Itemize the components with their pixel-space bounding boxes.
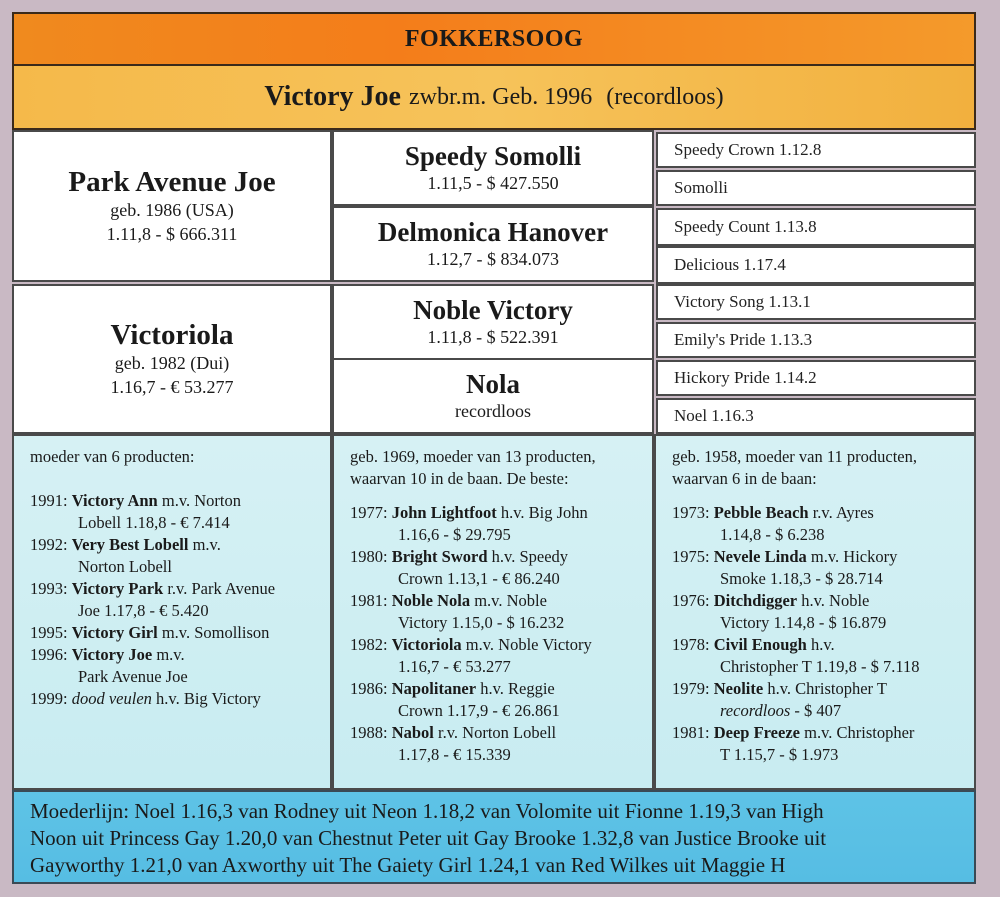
entry-year: 1976: <box>672 591 710 610</box>
entry-detail: 1.14,8 - $ 6.238 <box>720 525 825 544</box>
entry-detail: Norton Lobell <box>78 557 172 576</box>
entry-year: 1980: <box>350 547 388 566</box>
progeny-entry <box>672 634 962 678</box>
moederlijn-panel <box>12 790 976 884</box>
entry-horse-name: Nabol <box>391 723 434 742</box>
progeny-list <box>350 502 640 766</box>
dam-name: Victoriola <box>110 318 234 351</box>
progeny-entry <box>30 578 318 622</box>
sire-birth: geb. 1986 (USA) <box>110 200 234 221</box>
entry-line <box>350 722 640 744</box>
entry-line <box>30 644 318 666</box>
entry-year: 1982: <box>350 635 388 654</box>
entry-line <box>672 502 962 524</box>
entry-horse-name: Victory Joe <box>71 645 153 664</box>
entry-horse-name: John Lightfoot <box>391 503 497 522</box>
entry-year: 1977: <box>350 503 388 522</box>
sire-name: Park Avenue Joe <box>68 165 276 198</box>
entry-year: 1981: <box>672 723 710 742</box>
gen3-cell: Hickory Pride 1.14.2 <box>656 360 976 396</box>
entry-detail: Park Avenue Joe <box>78 667 188 686</box>
entry-line <box>30 622 318 644</box>
entry-line <box>30 578 318 600</box>
progeny-entry <box>672 590 962 634</box>
progeny-entry <box>30 688 318 710</box>
entry-detail: T 1.15,7 - $ 1.973 <box>720 745 839 764</box>
gen3-cell: Victory Song 1.13.1 <box>656 284 976 320</box>
entry-year: 1996: <box>30 645 68 664</box>
entry-detail: Lobell 1.18,8 - € 7.414 <box>78 513 230 532</box>
entry-year: 1995: <box>30 623 68 642</box>
gen2-name: Nola <box>466 368 520 399</box>
entry-detail: h.v. Reggie <box>476 679 555 698</box>
entry-year: 1999: <box>30 689 68 708</box>
entry-horse-name: Deep Freeze <box>713 723 800 742</box>
moederlijn-line: Noon uit Princess Gay 1.20,0 van Chestnut Peter uit Gay Brooke 1.32,8 van Justice Brooke uit <box>30 826 827 850</box>
entry-detail: r.v. Norton Lobell <box>433 723 557 742</box>
entry-line <box>350 678 640 700</box>
entry-detail: m.v. Somollison <box>157 623 270 642</box>
gen3-cell: Noel 1.16.3 <box>656 398 976 434</box>
entry-horse-name: Ditchdigger <box>713 591 798 610</box>
entry-year: 1978: <box>672 635 710 654</box>
progeny-entry <box>350 590 640 634</box>
entry-year: 1981: <box>350 591 388 610</box>
gen2-line: 1.12,7 - $ 834.073 <box>427 248 559 269</box>
entry-detail: m.v. <box>152 645 185 664</box>
entry-line <box>672 546 962 568</box>
entry-record-note: recordloos <box>720 701 791 720</box>
gen3-cell: Speedy Crown 1.12.8 <box>656 132 976 168</box>
entry-detail: m.v. Norton <box>157 491 241 510</box>
progeny-entry <box>350 678 640 722</box>
entry-year: 1993: <box>30 579 68 598</box>
progeny-entry <box>350 722 640 766</box>
entry-line <box>672 722 962 744</box>
progeny-entry <box>350 502 640 546</box>
moederlijn-line: Gayworthy 1.21,0 van Axworthy uit The Gaiety Girl 1.24,1 van Red Wilkes uit Maggie H <box>30 853 786 877</box>
gen2-cell <box>332 358 654 434</box>
great-granddam-progeny-panel <box>654 434 976 790</box>
entry-horse-name: Victory Park <box>71 579 164 598</box>
progeny-list <box>30 490 318 710</box>
entry-line <box>350 634 640 656</box>
entry-horse-name: Nevele Linda <box>713 547 807 566</box>
sire-cell <box>12 130 332 282</box>
entry-line <box>30 534 318 556</box>
entry-horse-name: Very Best Lobell <box>71 535 189 554</box>
entry-horse-name: Neolite <box>713 679 764 698</box>
gen3-cell: Delicious 1.17.4 <box>656 246 976 284</box>
gen2-line: 1.11,5 - $ 427.550 <box>427 172 559 193</box>
entry-line <box>672 634 962 656</box>
entry-year: 1991: <box>30 491 68 510</box>
granddam-progeny-panel <box>332 434 654 790</box>
entry-horse-name: Civil Enough <box>713 635 807 654</box>
gen3-cell: Emily's Pride 1.13.3 <box>656 322 976 358</box>
panel-intro: geb. 1969, moeder van 13 producten, <box>350 447 596 466</box>
progeny-entry <box>30 490 318 534</box>
progeny-entry <box>672 722 962 766</box>
progeny-entry <box>672 678 962 722</box>
progeny-entry <box>30 644 318 688</box>
entry-detail: h.v. Big Victory <box>151 689 261 708</box>
entry-horse-name: dood veulen <box>71 689 152 708</box>
progeny-entry <box>672 502 962 546</box>
entry-detail: h.v. <box>806 635 835 654</box>
panel-intro: geb. 1958, moeder van 11 producten, <box>672 447 917 466</box>
entry-year: 1988: <box>350 723 388 742</box>
entry-line <box>30 490 318 512</box>
entry-horse-name: Napolitaner <box>391 679 477 698</box>
horse-record: (recordloos) <box>606 83 724 110</box>
entry-detail: Crown 1.13,1 - € 86.240 <box>398 569 560 588</box>
progeny-entry <box>350 546 640 590</box>
entry-detail: r.v. Park Avenue <box>163 579 276 598</box>
progeny-entry <box>30 534 318 578</box>
page-title <box>12 12 976 66</box>
dam-birth: geb. 1982 (Dui) <box>114 353 230 374</box>
entry-line <box>672 590 962 612</box>
entry-year: 1979: <box>672 679 710 698</box>
gen2-line: 1.11,8 - $ 522.391 <box>427 326 559 347</box>
dam-progeny-panel <box>12 434 332 790</box>
horse-header <box>12 66 976 130</box>
progeny-entry <box>672 546 962 590</box>
gen2-name: Speedy Somolli <box>404 140 582 171</box>
entry-detail: recordloos - $ 407 <box>720 701 842 720</box>
gen2-name: Noble Victory <box>413 294 573 325</box>
entry-line <box>350 590 640 612</box>
entry-detail: m.v. Hickory <box>806 547 898 566</box>
panel-intro: waarvan 6 in de baan: <box>672 469 817 488</box>
entry-horse-name: Victory Ann <box>71 491 158 510</box>
entry-detail: 1.17,8 - € 15.339 <box>398 745 511 764</box>
entry-detail: Victory 1.15,0 - $ 16.232 <box>398 613 565 632</box>
entry-detail: m.v. Noble <box>470 591 547 610</box>
sire-record: 1.11,8 - $ 666.311 <box>106 223 238 244</box>
dam-cell <box>12 284 332 434</box>
gen2-line: recordloos <box>455 400 531 421</box>
entry-line <box>672 678 962 700</box>
entry-detail: m.v. Christopher <box>799 723 915 742</box>
entry-detail: h.v. Christopher T <box>763 679 887 698</box>
entry-detail: 1.16,6 - $ 29.795 <box>398 525 511 544</box>
entry-year: 1973: <box>672 503 710 522</box>
entry-line <box>30 688 318 710</box>
progeny-entry <box>350 634 640 678</box>
entry-detail: m.v. Noble Victory <box>461 635 592 654</box>
horse-name: Victory Joe <box>264 81 401 112</box>
gen2-cell <box>332 130 654 206</box>
panel-intro: waarvan 10 in de baan. De beste: <box>350 469 569 488</box>
panel-intro: moeder van 6 producten: <box>30 447 195 466</box>
gen2-cell <box>332 206 654 282</box>
entry-line <box>350 546 640 568</box>
entry-detail: r.v. Ayres <box>808 503 874 522</box>
progeny-entry <box>30 622 318 644</box>
entry-year: 1992: <box>30 535 68 554</box>
entry-horse-name: Victoriola <box>391 635 462 654</box>
moederlijn-line: Moederlijn: Noel 1.16,3 van Rodney uit Neon 1.18,2 van Volomite uit Fionne 1.19,3 van High <box>30 799 824 823</box>
entry-year: 1986: <box>350 679 388 698</box>
title-text: FOKKERSOOG <box>404 25 584 52</box>
gen2-cell <box>332 284 654 360</box>
entry-detail: Crown 1.17,9 - € 26.861 <box>398 701 560 720</box>
entry-detail: Victory 1.14,8 - $ 16.879 <box>720 613 887 632</box>
entry-horse-name: Victory Girl <box>71 623 158 642</box>
entry-detail: Christopher T 1.19,8 - $ 7.118 <box>720 657 920 676</box>
gen3-cell: Speedy Count 1.13.8 <box>656 208 976 246</box>
dam-record: 1.16,7 - € 53.277 <box>110 376 234 397</box>
entry-year: 1975: <box>672 547 710 566</box>
entry-detail: h.v. Noble <box>797 591 870 610</box>
horse-desc: zwbr.m. Geb. 1996 <box>408 83 593 110</box>
entry-horse-name: Noble Nola <box>391 591 471 610</box>
gen3-cell: Somolli <box>656 170 976 206</box>
entry-horse-name: Pebble Beach <box>713 503 809 522</box>
gen2-name: Delmonica Hanover <box>377 216 609 247</box>
entry-detail: 1.16,7 - € 53.277 <box>398 657 511 676</box>
entry-detail: Joe 1.17,8 - € 5.420 <box>78 601 209 620</box>
progeny-list <box>672 502 962 766</box>
entry-detail: h.v. Speedy <box>487 547 569 566</box>
entry-detail: m.v. <box>188 535 221 554</box>
entry-horse-name: Bright Sword <box>391 547 488 566</box>
entry-detail: Smoke 1.18,3 - $ 28.714 <box>720 569 883 588</box>
entry-line <box>350 502 640 524</box>
entry-detail: h.v. Big John <box>496 503 588 522</box>
